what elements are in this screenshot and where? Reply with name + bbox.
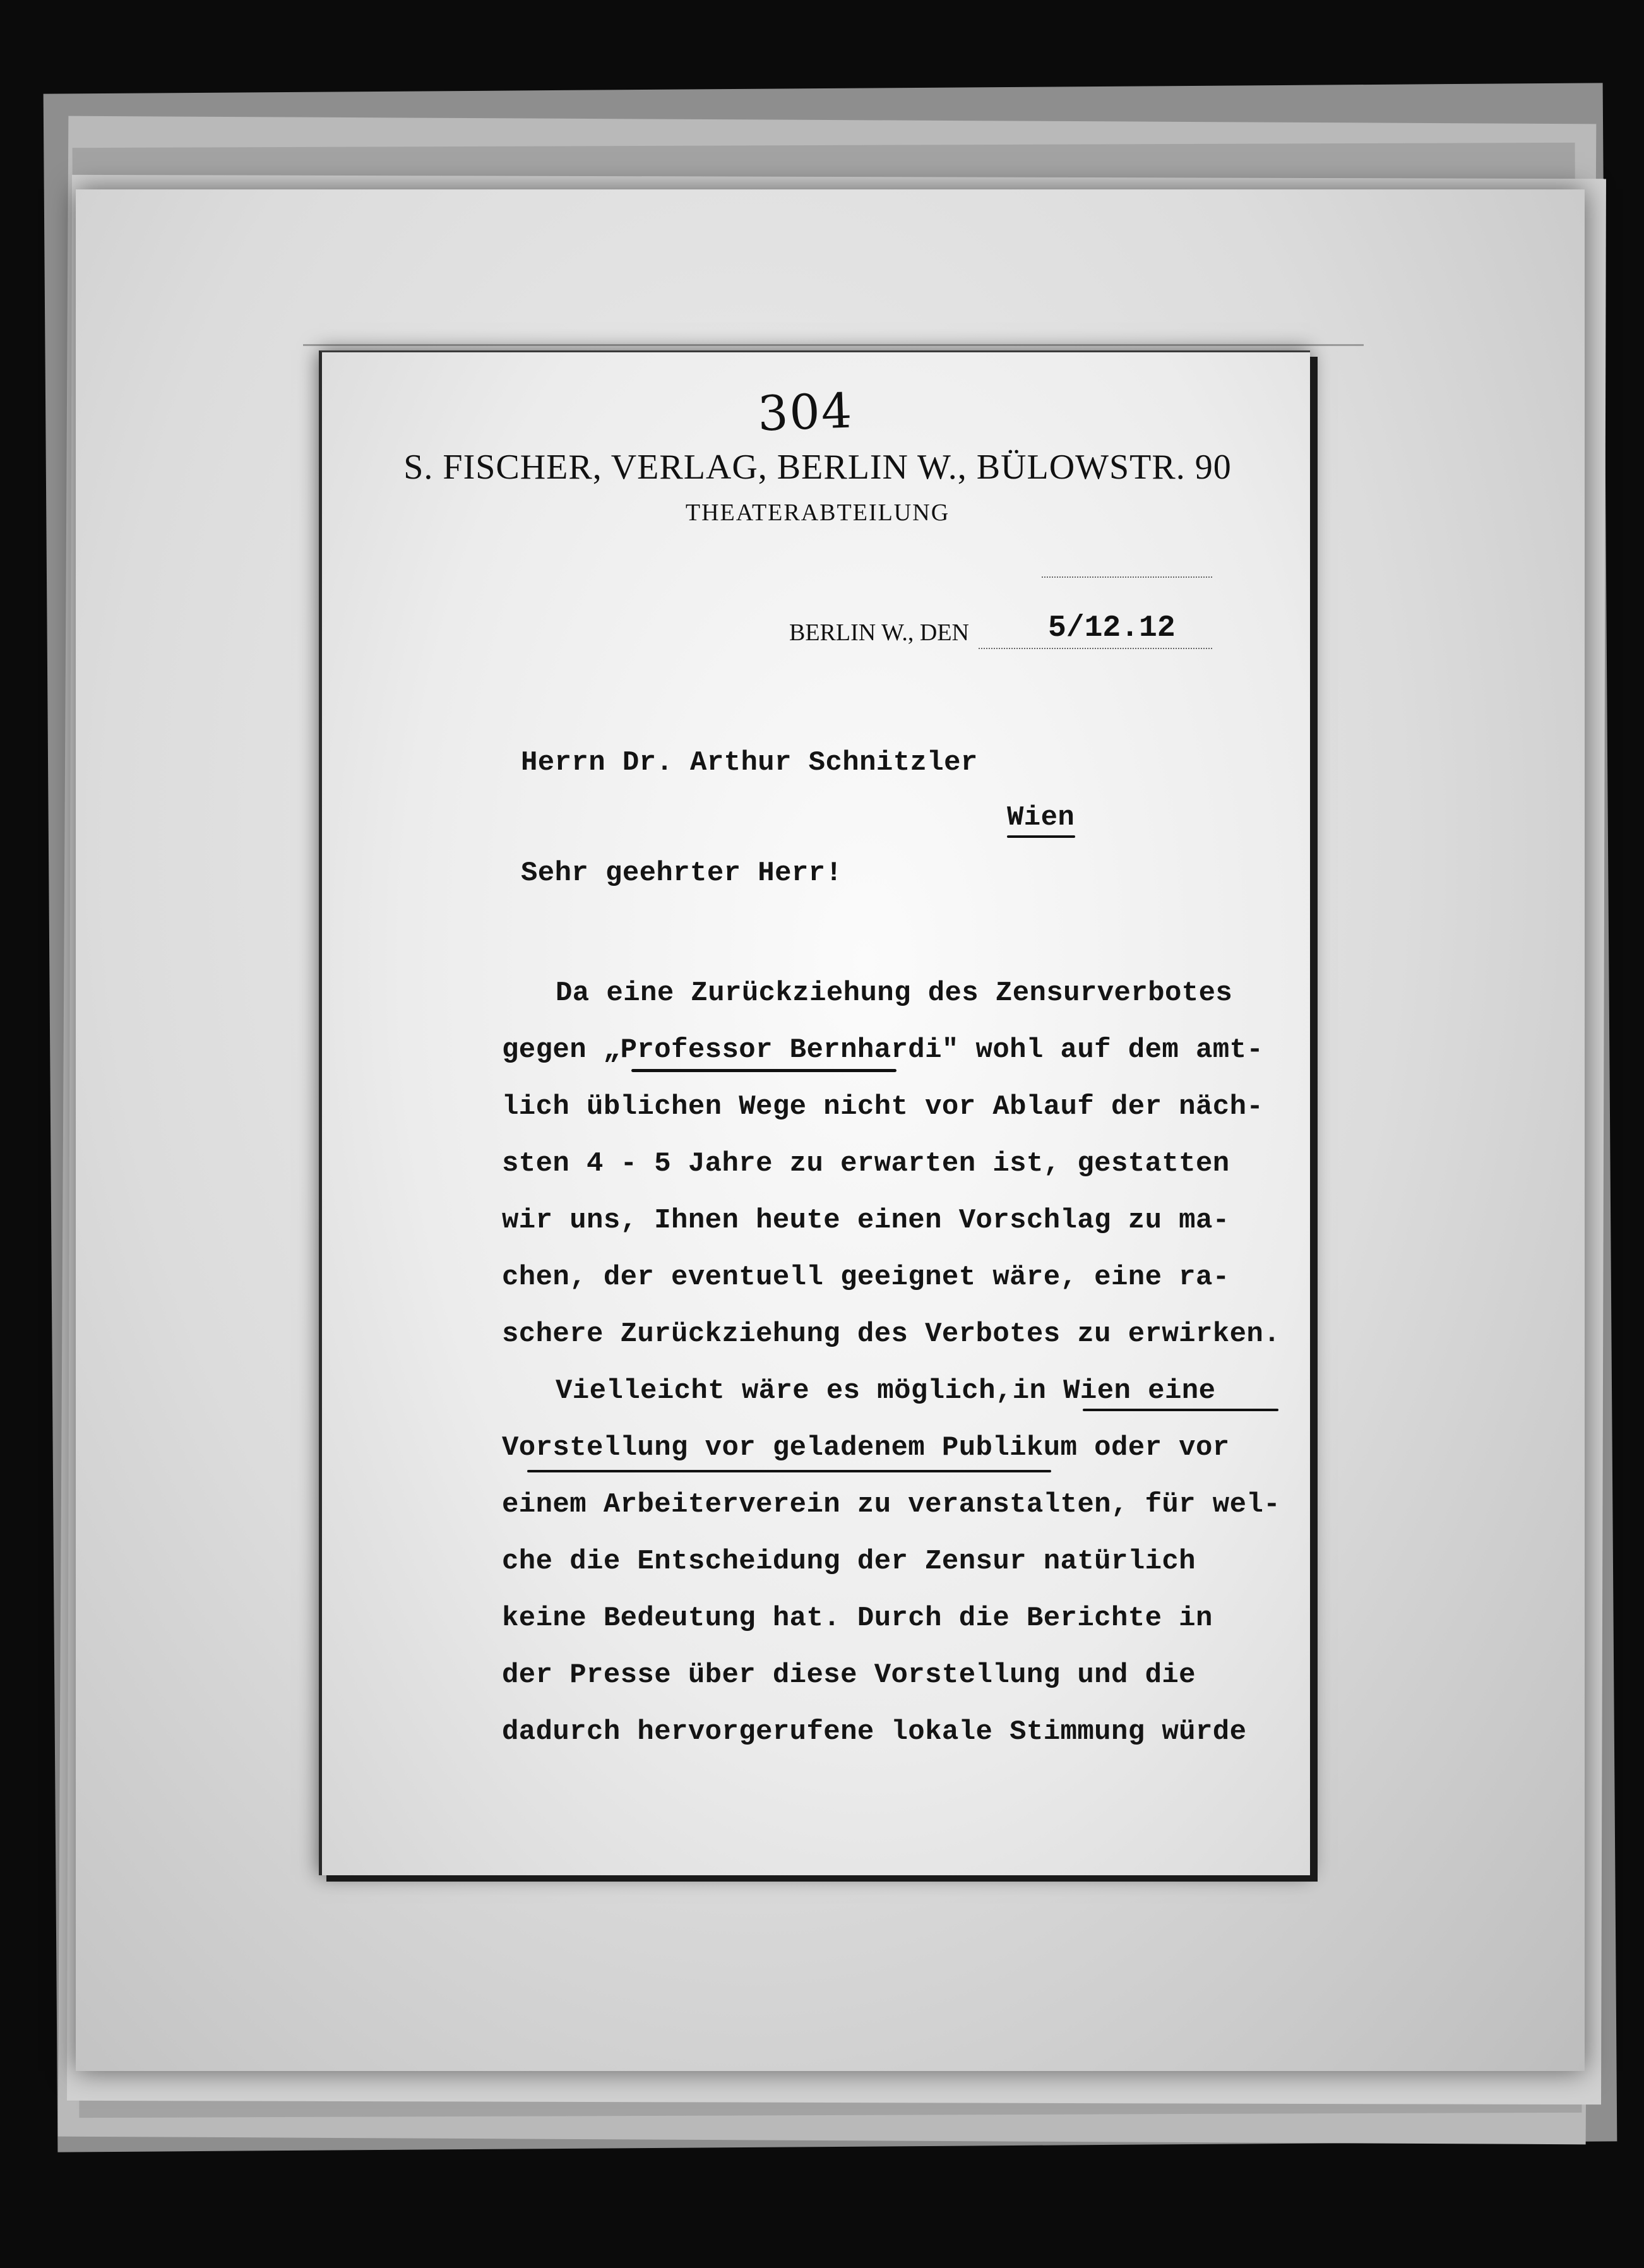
- letterhead-company: S. FISCHER, VERLAG, BERLIN W., BÜLOWSTR. 90: [403, 448, 1232, 487]
- body-line: gegen „Professor Bernhardi" wohl auf dem amt-: [502, 1034, 1264, 1066]
- letter-date: 5/12.12: [1048, 611, 1176, 645]
- body-line: keine Bedeutung hat. Durch die Berichte in: [502, 1603, 1213, 1634]
- recipient-city: Wien: [1007, 802, 1075, 833]
- handwritten-page-number: 304: [756, 382, 854, 442]
- letter-body: [502, 352, 1316, 1877]
- body-line: Vielleicht wäre es möglich,in Wien eine: [556, 1375, 1216, 1407]
- body-line: che die Entscheidung der Zensur natürlich: [502, 1546, 1196, 1577]
- date-place: BERLIN W., DEN: [789, 619, 969, 646]
- letterhead-department: THEATERABTEILUNG: [685, 499, 950, 526]
- body-line: wir uns, Ihnen heute einen Vorschlag zu ma-: [502, 1205, 1230, 1236]
- body-line: sten 4 - 5 Jahre zu erwarten ist, gestatten: [502, 1148, 1230, 1179]
- body-line: Vorstellung vor geladenem Publikum oder vor: [502, 1432, 1230, 1464]
- underline-mark: [1083, 1409, 1278, 1411]
- body-line: dadurch hervorgerufene lokale Stimmung würde: [502, 1716, 1247, 1748]
- body-line: der Presse über diese Vorstellung und die: [502, 1659, 1196, 1691]
- recipient-name: Herrn Dr. Arthur Schnitzler: [521, 747, 978, 779]
- letter-page: [319, 350, 1310, 1875]
- underline-mark: [527, 1470, 1051, 1472]
- body-line: Da eine Zurückziehung des Zensurverbotes: [556, 977, 1233, 1009]
- body-line: lich üblichen Wege nicht vor Ablauf der näch-: [502, 1091, 1264, 1123]
- salutation: Sehr geehrter Herr!: [521, 857, 843, 889]
- body-line: einem Arbeiterverein zu veranstalten, für wel-: [502, 1489, 1280, 1520]
- city-underline: [1007, 835, 1075, 838]
- body-line: schere Zurückziehung des Verbotes zu erwirken.: [502, 1318, 1280, 1350]
- faint-rule: [303, 344, 1364, 346]
- body-line: chen, der eventuell geeignet wäre, eine ra-: [502, 1262, 1230, 1293]
- underline-mark: [631, 1069, 896, 1072]
